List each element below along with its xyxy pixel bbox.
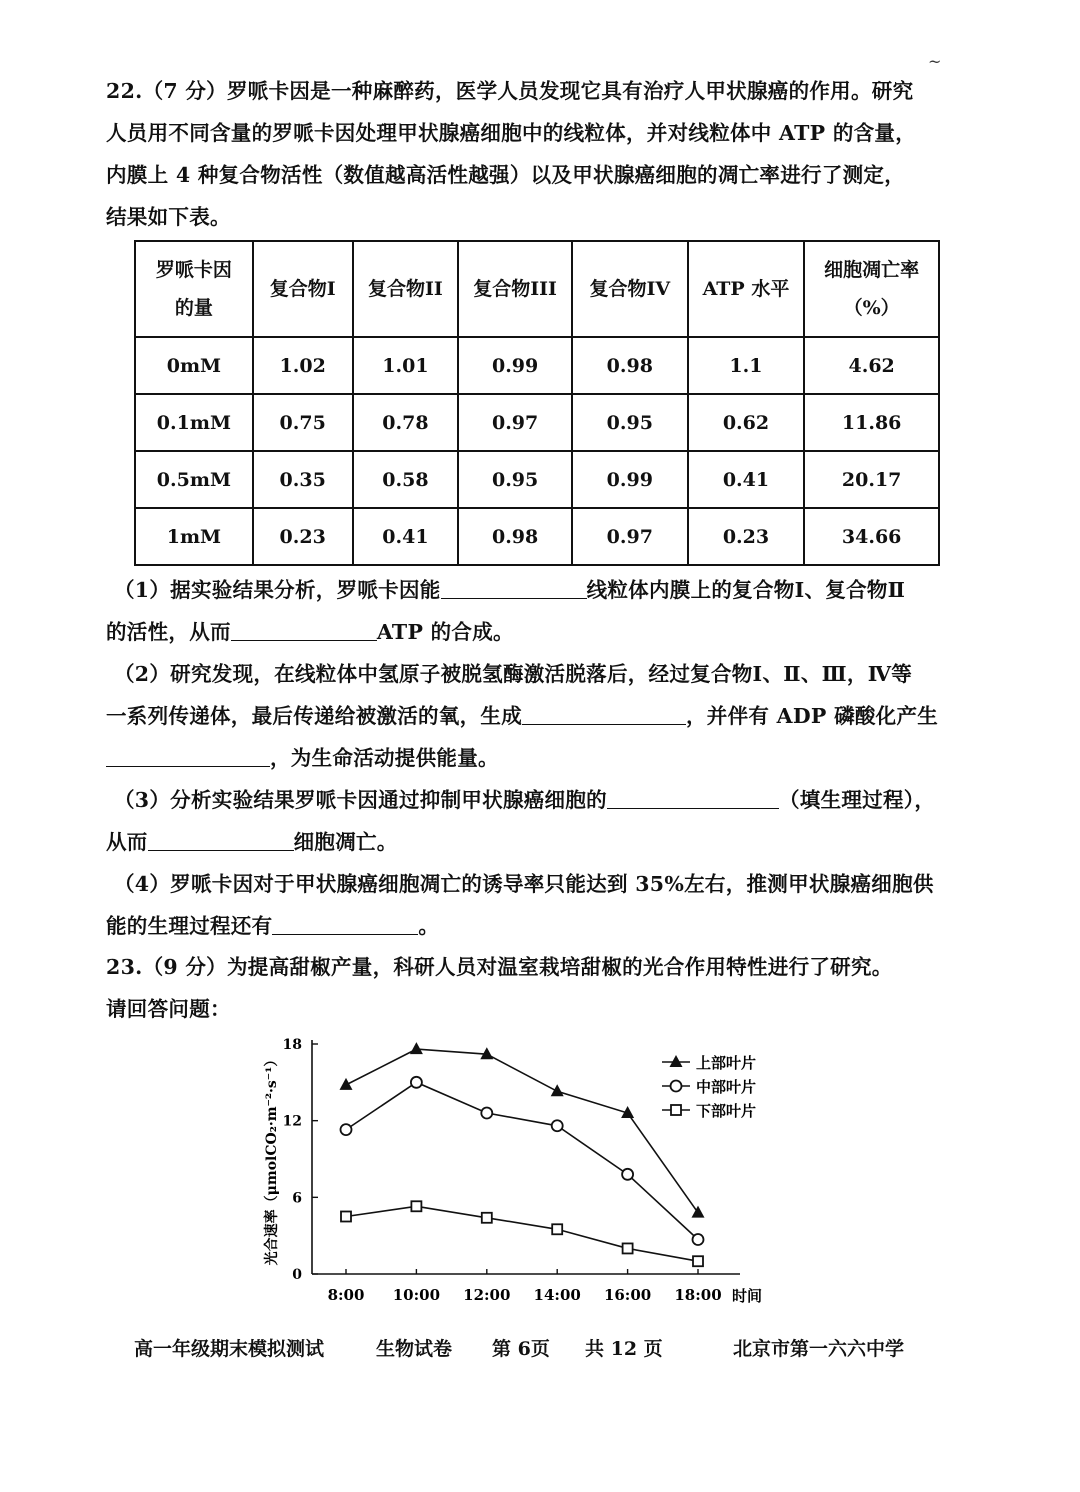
x-tick-label: 10:00 (392, 1286, 441, 1304)
data-point (481, 1108, 492, 1119)
header-cell: ATP 水平 (688, 241, 805, 337)
data-point (552, 1120, 563, 1131)
table-header-row (135, 241, 939, 337)
table-cell: 34.66 (804, 508, 939, 565)
table-cell: 0.97 (572, 508, 688, 565)
table-row (135, 508, 939, 565)
table-cell: 0.97 (458, 394, 572, 451)
table-cell: 0.23 (253, 508, 353, 565)
q22-intro (106, 70, 976, 238)
table-cell: 0.78 (353, 394, 459, 451)
table-cell: 0.75 (253, 394, 353, 451)
table-cell: 0.5mM (135, 451, 253, 508)
q22-s2-line-3: ，为生命活动提供能量。 (106, 737, 976, 779)
table-cell: 4.62 (804, 337, 939, 394)
legend-marker (671, 1081, 682, 1092)
table-cell: 1mM (135, 508, 253, 565)
x-tick-label: 18:00 (674, 1286, 722, 1304)
table-cell: 0.35 (253, 451, 353, 508)
header-cell: 罗哌卡因 的量 (135, 241, 253, 337)
table-cell: 0.99 (458, 337, 572, 394)
q22-s1-line-2: 的活性，从而 ATP 的合成。 (106, 620, 514, 644)
header-cell: 复合物I (253, 241, 353, 337)
legend-label: 上部叶片 (696, 1054, 757, 1072)
legend-marker (671, 1105, 681, 1115)
data-point (482, 1213, 492, 1223)
q22-line-1: 22.（7 分）罗哌卡因是一种麻醉药，医学人员发现它具有治疗人甲状腺癌的作用。研究 (106, 79, 914, 103)
data-point (622, 1169, 633, 1180)
table-cell: 0.98 (572, 337, 688, 394)
data-point (552, 1224, 562, 1234)
q22-line-3: 内膜上 4 种复合物活性（数值越高活性越强）以及甲状腺癌细胞的凋亡率进行了测定， (106, 163, 906, 187)
q22-s3-line-2: 从而 细胞凋亡。 (106, 830, 398, 854)
footer-total: 共 12 页 (585, 1338, 663, 1360)
table-cell: 1.01 (353, 337, 459, 394)
table-cell: 0.95 (572, 394, 688, 451)
header-cell: 复合物IV (572, 241, 688, 337)
footer-page: 第 6页 (492, 1338, 550, 1360)
series-line (346, 1206, 698, 1261)
answer-blank[interactable] (522, 702, 686, 725)
footer-school: 北京市第一六六中学 (733, 1338, 905, 1360)
footer-subject: 生物试卷 (376, 1338, 453, 1360)
chart-ticks (263, 1037, 762, 1305)
series-square (341, 1201, 703, 1266)
answer-blank[interactable] (148, 828, 294, 851)
table-cell: 1.1 (688, 337, 805, 394)
y-tick-label: 6 (292, 1190, 302, 1207)
table-cell: 0.1mM (135, 394, 253, 451)
table-row (135, 337, 939, 394)
q22-s4-line-2: 能的生理过程还有 。 (106, 914, 440, 938)
q23-intro (106, 946, 976, 1030)
table-cell: 0.62 (688, 394, 805, 451)
series-triangle (340, 1042, 705, 1218)
series-line (346, 1082, 698, 1239)
q22-s4-line-1: （4）罗哌卡因对于甲状腺癌细胞凋亡的诱导率只能达到 35%左右，推测甲状腺癌细胞供 (114, 872, 934, 896)
table-cell: 0.41 (688, 451, 805, 508)
q23-line-2: 请回答问题： (106, 997, 231, 1021)
table-cell: 1.02 (253, 337, 353, 394)
page-footer (0, 1334, 1080, 1364)
corner-mark: ~ (928, 52, 942, 71)
q22-line-4: 结果如下表。 (106, 205, 231, 229)
data-point (341, 1212, 351, 1222)
legend-label: 下部叶片 (696, 1102, 757, 1120)
series-line (346, 1049, 698, 1213)
q22-s3-line-1: （3）分析实验结果罗哌卡因通过抑制甲状腺癌细胞的 （填生理过程）， (114, 788, 936, 812)
table-cell: 0.99 (572, 451, 688, 508)
x-tick-label: 8:00 (327, 1286, 365, 1304)
y-axis-label: 光合速率（μmolCO₂·m⁻²·s⁻¹） (264, 1052, 280, 1266)
y-tick-label: 12 (282, 1113, 302, 1130)
answer-blank[interactable] (272, 912, 418, 935)
q22-s2-line-2: 一系列传递体，最后传递给被激活的氧，生成 ，并伴有 ADP 磷酸化产生 (106, 704, 939, 728)
x-axis-label: 时间 (732, 1287, 763, 1305)
data-point (623, 1243, 633, 1253)
table-row (135, 451, 939, 508)
table-cell: 11.86 (804, 394, 939, 451)
table-cell: 0.95 (458, 451, 572, 508)
q22-line-2: 人员用不同含量的罗哌卡因处理甲状腺癌细胞中的线粒体，并对线粒体中 ATP 的含量， (106, 121, 917, 145)
photosynthesis-chart (250, 1030, 790, 1320)
series-circle (341, 1077, 704, 1245)
data-point (340, 1078, 353, 1090)
table-cell: 0.58 (353, 451, 459, 508)
x-tick-label: 16:00 (603, 1286, 652, 1304)
chart-series (340, 1042, 705, 1266)
chart-legend (662, 1054, 756, 1120)
q22-s2-line-1: （2）研究发现，在线粒体中氢原子被脱氢酶激活脱落后，经过复合物Ⅰ、Ⅱ、Ⅲ，Ⅳ等 (114, 662, 913, 686)
data-point (551, 1084, 564, 1096)
legend-marker (670, 1055, 683, 1067)
y-tick-label: 0 (292, 1267, 302, 1283)
answer-blank[interactable] (231, 618, 377, 641)
table-cell: 0.23 (688, 508, 805, 565)
x-tick-label: 12:00 (463, 1286, 511, 1304)
data-point (341, 1124, 352, 1135)
table-cell: 0.98 (458, 508, 572, 565)
table-row (135, 394, 939, 451)
q22-subquestions (106, 569, 976, 947)
y-tick-label: 18 (282, 1037, 302, 1053)
answer-blank[interactable] (441, 576, 587, 599)
data-point (411, 1201, 421, 1211)
answer-blank[interactable] (607, 786, 779, 809)
data-point (410, 1042, 423, 1054)
answer-blank[interactable] (106, 744, 270, 767)
data-point (693, 1234, 704, 1245)
results-table (134, 240, 940, 566)
header-cell: 复合物II (353, 241, 459, 337)
footer-exam-name: 高一年级期末模拟测试 (134, 1338, 325, 1360)
q23-line-1: 23.（9 分）为提高甜椒产量，科研人员对温室栽培甜椒的光合作用特性进行了研究。 (106, 955, 893, 979)
data-point (411, 1077, 422, 1088)
data-point (693, 1256, 703, 1266)
header-cell: 复合物III (458, 241, 572, 337)
table-cell: 0.41 (353, 508, 459, 565)
x-tick-label: 14:00 (533, 1286, 581, 1304)
legend-label: 中部叶片 (696, 1078, 757, 1096)
header-cell: 细胞凋亡率 （%） (804, 241, 939, 337)
q22-s1-line-1: （1）据实验结果分析，罗哌卡因能 线粒体内膜上的复合物Ⅰ、复合物Ⅱ (114, 578, 906, 602)
table-cell: 20.17 (804, 451, 939, 508)
table-cell: 0mM (135, 337, 253, 394)
